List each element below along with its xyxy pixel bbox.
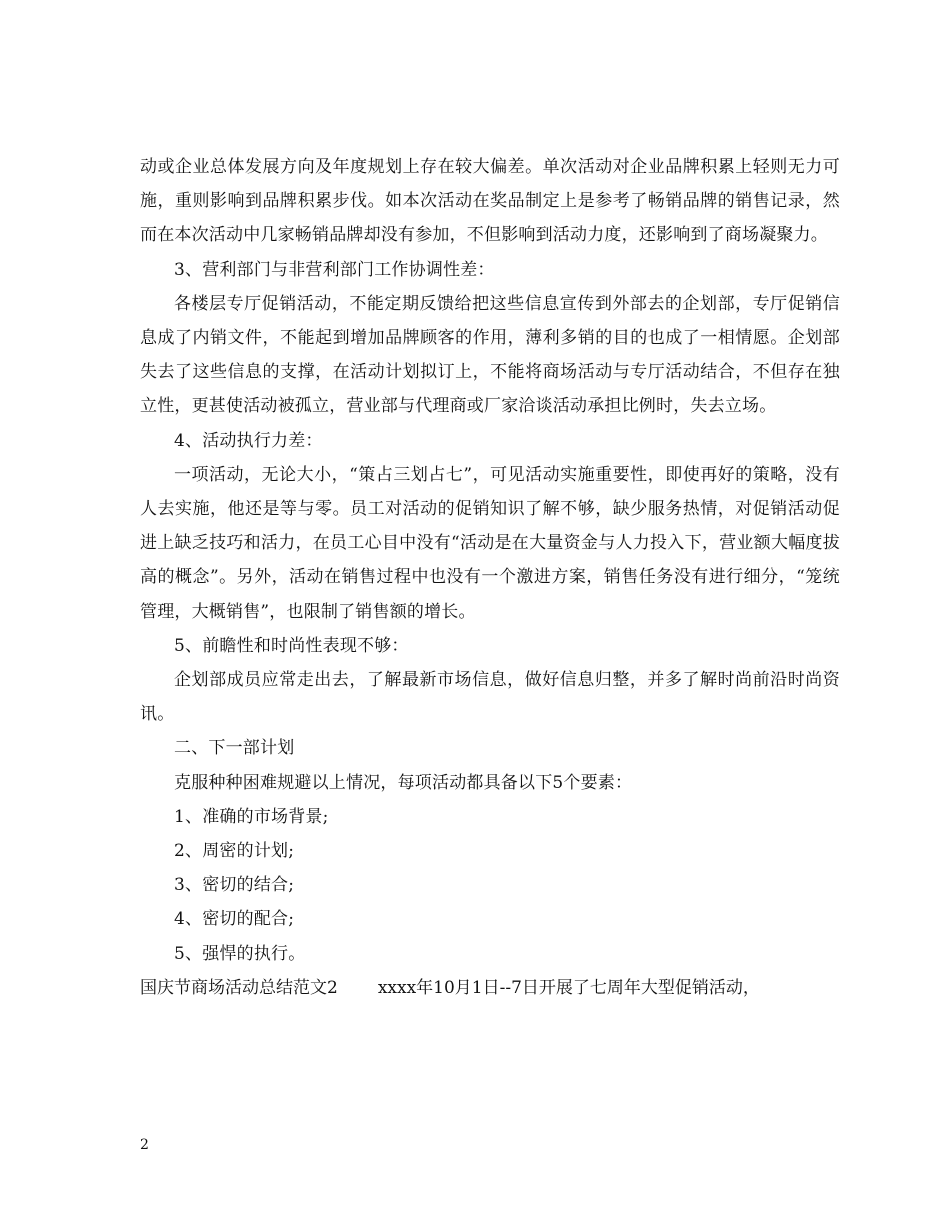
list-item: 5、强悍的执行。 (174, 943, 306, 964)
page-number: 2 (140, 1137, 149, 1153)
article-intro: xxxx年10月1日--7日开展了七周年大型促销活动， (377, 977, 760, 998)
next-article-line (140, 971, 840, 1005)
paragraph: 二、下一部计划 (174, 738, 295, 759)
list-item: 4、密切的配合; (174, 909, 295, 930)
body-text (140, 150, 840, 1005)
paragraph: 一项活动，无论大小，“策占三划占七”，可见活动实施重要性，即使再好的策略，没有人去实施，他还是等与零。员工对活动的促销知识了解不够，缺少服务热情，对促销活动促进上缺乏技巧和活力，在员工心目中没有“活动是在大量资金与人力投入下，营业额大幅度拔高的概念”。另外，活动在销售过程中也没有一个激进方案，销售任务没有进行细分，“笼统管理，大概销售”，也限制了销售额的增长。 (140, 464, 840, 622)
paragraph: 动或企业总体发展方向及年度规划上存在较大偏差。单次活动对企业品牌积累上轻则无力可施，重则影响到品牌积累步伐。如本次活动在奖品制定上是参考了畅销品牌的销售记录，然而在本次活动中几家畅销品牌却没有参加，不但影响到活动力度，还影响到了商场凝聚力。 (140, 157, 840, 246)
article-title: 国庆节商场活动总结范文2 (140, 977, 338, 998)
paragraph: 企划部成员应常走出去，了解最新市场信息，做好信息归整，并多了解时尚前沿时尚资讯。 (140, 670, 840, 725)
list-item: 1、准确的市场背景; (174, 806, 329, 827)
paragraph: 5、前瞻性和时尚性表现不够： (174, 635, 409, 656)
paragraph: 4、活动执行力差： (174, 430, 323, 451)
paragraph: 3、营利部门与非营利部门工作协调性差： (174, 259, 495, 280)
list-item: 2、周密的计划; (174, 841, 295, 862)
paragraph: 克服种种困难规避以上情况，每项活动都具备以下5个要素： (174, 772, 633, 793)
spacer (338, 971, 378, 1005)
paragraph: 各楼层专厅促销活动，不能定期反馈给把这些信息宣传到外部去的企划部，专厅促销信息成了内销文件，不能起到增加品牌顾客的作用，薄利多销的目的也成了一相情愿。企划部失去了这些信息的支撑，在活动计划拟订上，不能将商场活动与专厅活动结合，不但存在独立性，更甚使活动被孤立，营业部与代理商或厂家洽谈活动承担比例时，失去立场。 (140, 293, 840, 417)
list-item: 3、密切的结合; (174, 875, 295, 896)
